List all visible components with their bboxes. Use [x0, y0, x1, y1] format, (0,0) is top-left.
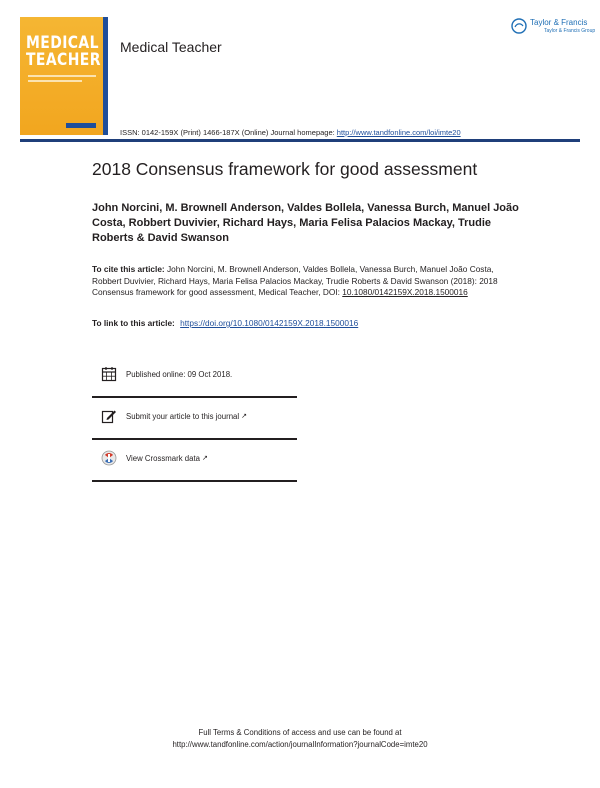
footer-terms	[0, 727, 600, 751]
info-divider	[92, 480, 297, 482]
header-divider	[20, 139, 580, 142]
crossmark-link[interactable]: View Crossmark data	[126, 453, 200, 463]
article-link-line	[92, 318, 358, 328]
external-link-icon: ↗	[241, 413, 247, 420]
citation-label: To cite this article:	[92, 264, 165, 274]
journal-cover-image[interactable]	[20, 17, 108, 135]
journal-name[interactable]: Medical Teacher	[120, 39, 222, 55]
cover-subtitle-lines	[28, 75, 96, 87]
citation-text: John Norcini, M. Brownell Anderson, Valdes Bollela, Vanessa Burch, Manuel João Costa, Robbert Duvivier, Richard Hays, Maria Felisa Palacios Mackay, Trudie Roberts & David Swanson (2018): 2018 Consensus framework for good assessment, Medical Teacher, DOI:	[92, 264, 498, 297]
issn-line	[120, 128, 461, 137]
footer-line: Full Terms & Conditions of access and use can be found at	[198, 728, 402, 737]
crossmark-row[interactable]	[92, 438, 297, 478]
calendar-icon	[100, 365, 118, 383]
publisher-logo[interactable]	[511, 17, 595, 35]
article-link-label: To link to this article:	[92, 318, 178, 328]
article-title: 2018 Consensus framework for good assessment	[92, 159, 478, 179]
publisher-logo-icon	[511, 18, 527, 34]
issn-text: ISSN: 0142-159X (Print) 1466-187X (Online) Journal homepage:	[120, 128, 337, 137]
cover-title: MEDICAL TEACHER	[26, 33, 101, 70]
cover-publisher-mark	[66, 123, 96, 128]
submit-article-link[interactable]: Submit your article to this journal	[126, 411, 240, 421]
publisher-group: Taylor & Francis Group	[544, 28, 596, 34]
citation-block	[92, 264, 510, 299]
article-doi-link[interactable]: https://doi.org/10.1080/0142159X.2018.1500016	[180, 318, 359, 328]
external-link-icon: ↗	[201, 455, 208, 462]
publisher-name: Taylor & Francis	[530, 18, 588, 27]
footer-terms-link[interactable]: http://www.tandfonline.com/action/journalInformation?journalCode=imte20	[172, 740, 428, 749]
article-authors: John Norcini, M. Brownell Anderson, Valdes Bollela, Vanessa Burch, Manuel João Costa, Robbert Duvivier, Richard Hays, Maria Felisa Palacios Mackay, Trudie Roberts & David Swanson	[92, 202, 519, 244]
citation-doi-link[interactable]: 10.1080/0142159X.2018.1500016	[342, 287, 468, 297]
submit-article-row[interactable]	[92, 396, 297, 436]
crossmark-icon	[100, 449, 118, 467]
journal-homepage-link[interactable]: http://www.tandfonline.com/loi/imte20	[336, 128, 461, 137]
edit-icon	[100, 407, 118, 425]
published-online-row	[92, 354, 297, 394]
published-date: Published online: 09 Oct 2018.	[126, 369, 233, 379]
